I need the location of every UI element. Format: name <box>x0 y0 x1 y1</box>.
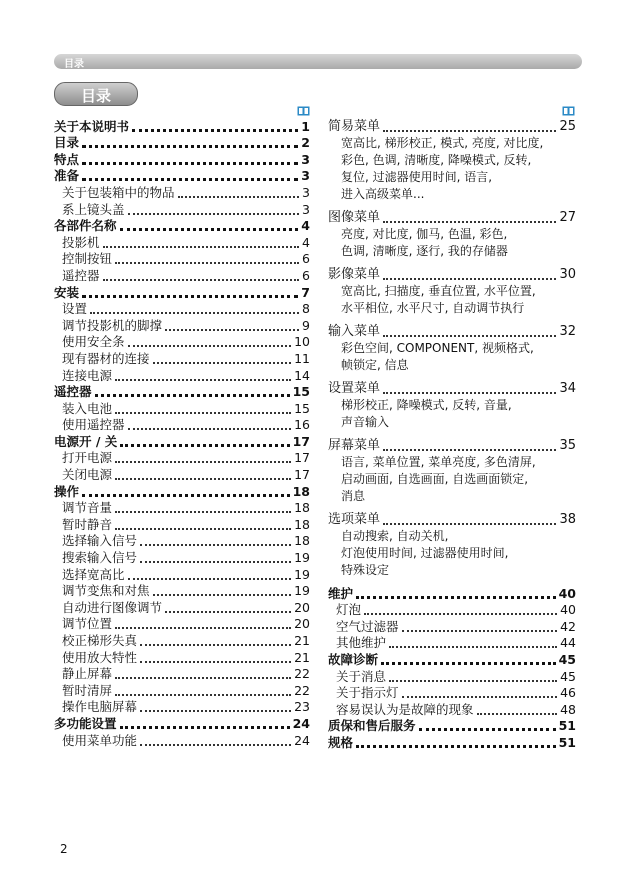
menu-group <box>328 118 576 203</box>
page-number: 2 <box>60 842 68 856</box>
toc-entry-page: 20 <box>294 616 310 632</box>
dot-leader <box>383 215 556 223</box>
toc-entry-page: 6 <box>302 267 310 283</box>
toc-entry-page: 19 <box>294 583 310 599</box>
dot-leader <box>120 720 290 729</box>
book-icon <box>297 106 310 116</box>
toc-entry[interactable] <box>54 616 310 633</box>
toc-entry-page: 22 <box>294 682 310 698</box>
toc-entry-title: 空气过滤器 <box>336 618 399 634</box>
toc-entry-page: 18 <box>294 516 310 532</box>
toc-entry-title: 关于消息 <box>336 668 387 684</box>
dot-leader <box>165 323 299 331</box>
toc-entry[interactable] <box>328 323 576 340</box>
toc-entry-title: 暂时静音 <box>62 516 113 532</box>
toc-right-column <box>328 118 576 751</box>
toc-entry-title: 特点 <box>54 151 80 167</box>
toc-entry[interactable] <box>54 583 310 600</box>
dot-leader <box>82 139 298 148</box>
toc-entry-page: 3 <box>301 151 310 167</box>
toc-entry-page: 18 <box>294 533 310 549</box>
book-icon <box>562 106 575 116</box>
toc-entry[interactable] <box>54 218 310 235</box>
toc-entry[interactable] <box>54 267 310 284</box>
toc-entry[interactable] <box>54 334 310 351</box>
toc-entry-page: 2 <box>301 135 310 151</box>
toc-entry-page: 21 <box>294 633 310 648</box>
menu-group <box>328 380 576 431</box>
toc-entry[interactable] <box>54 317 310 334</box>
dot-leader <box>128 207 300 215</box>
toc-entry-title: 灯泡 <box>336 602 362 618</box>
toc-entry-page: 19 <box>294 566 310 582</box>
dot-leader <box>115 671 291 679</box>
toc-entry[interactable] <box>54 184 310 201</box>
toc-entry-title: 操作电脑屏幕 <box>62 699 138 715</box>
menu-group <box>328 437 576 505</box>
dot-leader <box>383 386 556 394</box>
dot-leader <box>383 329 556 337</box>
dot-leader <box>140 638 291 646</box>
toc-entry-page: 4 <box>301 218 310 234</box>
menu-title: 输入菜单 <box>328 324 381 339</box>
toc-entry-title: 准备 <box>54 168 80 184</box>
toc-entry[interactable] <box>54 699 310 716</box>
toc-entry-page: 45 <box>560 668 576 684</box>
toc-entry[interactable] <box>328 718 576 735</box>
toc-entry[interactable] <box>328 585 576 602</box>
toc-entry-title: 关于本说明书 <box>54 118 130 134</box>
toc-entry-page: 18 <box>294 500 310 516</box>
toc-entry-title: 暂时清屏 <box>62 682 113 698</box>
menu-description <box>328 528 576 579</box>
menu-description-line: 复位, 过滤器使用时间, 语言, <box>341 170 493 184</box>
dot-leader <box>115 505 291 513</box>
toc-entry-title: 电源开 / 关 <box>54 433 118 449</box>
toc-entry[interactable] <box>54 682 310 699</box>
toc-entry-page: 3 <box>302 184 310 200</box>
toc-entry-title: 控制按钮 <box>62 251 113 267</box>
toc-entry-page: 11 <box>294 350 310 366</box>
menu-group <box>328 323 576 374</box>
dot-leader <box>120 222 299 231</box>
toc-entry-title: 静止屏幕 <box>62 666 113 682</box>
toc-entry-page: 19 <box>294 550 310 566</box>
toc-entry-title: 多功能设置 <box>54 715 117 731</box>
menu-description <box>328 226 576 260</box>
toc-entry-page: 32 <box>559 324 576 339</box>
menu-description <box>328 340 576 374</box>
toc-entry-title: 使用菜单功能 <box>62 732 138 748</box>
toc-entry[interactable] <box>328 266 576 283</box>
toc-entry[interactable] <box>54 649 310 666</box>
toc-entry-page: 15 <box>292 384 310 400</box>
toc-entry[interactable] <box>54 384 310 401</box>
toc-entry-title: 调节位置 <box>62 616 113 632</box>
menu-description-line: 宽高比, 梯形校正, 模式, 亮度, 对比度, <box>341 136 544 150</box>
toc-entry[interactable] <box>328 618 576 635</box>
toc-entry-title: 选择宽高比 <box>62 566 125 582</box>
dot-leader <box>103 273 300 281</box>
toc-entry-title: 调节音量 <box>62 500 113 516</box>
dot-leader <box>95 388 290 397</box>
toc-entry[interactable] <box>54 151 310 168</box>
dot-leader <box>402 690 558 698</box>
toc-entry-title: 投影机 <box>62 234 100 250</box>
toc-entry-title: 自动进行图像调节 <box>62 599 163 615</box>
menu-title: 图像菜单 <box>328 210 381 225</box>
dot-leader <box>356 590 556 599</box>
menu-group <box>328 209 576 260</box>
menu-description <box>328 397 576 431</box>
dot-leader <box>389 640 557 648</box>
toc-entry[interactable] <box>54 234 310 251</box>
toc-entry[interactable] <box>328 651 576 668</box>
toc-left-column <box>54 118 310 749</box>
toc-entry[interactable] <box>54 433 310 450</box>
toc-entry-title: 质保和售后服务 <box>328 718 416 734</box>
toc-entry[interactable] <box>328 209 576 226</box>
dot-leader <box>132 123 298 132</box>
toc-entry-page: 38 <box>559 512 576 527</box>
toc-entry-title: 其他维护 <box>336 635 387 651</box>
dot-leader <box>120 438 289 447</box>
toc-entry[interactable] <box>54 350 310 367</box>
dot-leader <box>383 517 556 525</box>
toc-entry[interactable] <box>54 566 310 583</box>
menu-description-line: 特殊设定 <box>341 563 390 577</box>
toc-entry[interactable] <box>54 135 310 152</box>
toc-entry[interactable] <box>54 168 310 185</box>
menu-description-line: 声音输入 <box>341 415 390 429</box>
dot-leader <box>364 607 557 615</box>
toc-entry[interactable] <box>328 511 576 528</box>
toc-entry[interactable] <box>328 685 576 702</box>
toc-entry[interactable] <box>54 284 310 301</box>
menu-title: 选项菜单 <box>328 512 381 527</box>
menu-description-line: 灯泡使用时间, 过滤器使用时间, <box>341 546 509 560</box>
menu-description-line: 亮度, 对比度, 伽马, 色温, 彩色, <box>341 227 508 241</box>
toc-entry[interactable] <box>328 437 576 454</box>
menu-group <box>328 266 576 317</box>
dot-leader <box>128 572 292 580</box>
toc-entry[interactable] <box>54 450 310 467</box>
toc-entry-title: 选择输入信号 <box>62 533 138 549</box>
toc-entry-page: 24 <box>294 732 310 748</box>
dot-leader <box>165 605 291 613</box>
menu-title: 简易菜单 <box>328 119 381 134</box>
menu-description-line: 水平相位, 水平尺寸, 自动调节执行 <box>341 301 525 315</box>
toc-entry-title: 目录 <box>54 135 80 151</box>
toc-entry-page: 3 <box>301 168 310 184</box>
header-label: 目录 <box>64 59 84 70</box>
menu-description-line: 彩色, 色调, 清晰度, 降噪模式, 反转, <box>341 153 532 167</box>
toc-entry-title: 搜索输入信号 <box>62 550 138 566</box>
dot-leader <box>153 588 292 596</box>
menu-description-line: 宽高比, 扫描度, 垂直位置, 水平位置, <box>341 284 536 298</box>
toc-entry-page: 27 <box>559 210 576 225</box>
toc-entry[interactable] <box>328 602 576 619</box>
toc-entry-title: 故障诊断 <box>328 651 379 667</box>
toc-entry-title: 装入电池 <box>62 400 113 416</box>
toc-entry[interactable] <box>54 599 310 616</box>
dot-leader <box>115 621 291 629</box>
toc-entry[interactable] <box>328 118 576 135</box>
toc-entry-page: 7 <box>301 284 310 300</box>
menu-description-line: 启动画面, 自选画面, 自选画面锁定, <box>341 472 529 486</box>
toc-entry-page: 3 <box>302 201 310 217</box>
toc-entry-title: 使用放大特性 <box>62 649 138 665</box>
toc-entry-page: 20 <box>294 599 310 615</box>
dot-leader <box>389 674 557 682</box>
toc-entry-page: 14 <box>294 367 310 383</box>
toc-entry-title: 校正梯形失真 <box>62 633 138 648</box>
toc-entry-page: 18 <box>292 483 310 499</box>
dot-leader <box>383 443 556 451</box>
toc-entry-page: 23 <box>294 699 310 715</box>
menu-description-line: 梯形校正, 降噪模式, 反转, 音量, <box>341 398 512 412</box>
menu-group <box>328 511 576 579</box>
toc-entry-page: 10 <box>294 334 310 350</box>
toc-entry-page: 40 <box>560 602 576 618</box>
toc-entry[interactable] <box>54 500 310 517</box>
toc-entry-title: 使用遥控器 <box>62 417 125 433</box>
toc-entry-title: 系上镜头盖 <box>62 201 125 217</box>
dot-leader <box>356 739 556 748</box>
dot-leader <box>82 156 298 165</box>
toc-entry[interactable] <box>54 417 310 434</box>
toc-entry-page: 24 <box>292 715 310 731</box>
dot-leader <box>419 722 556 731</box>
toc-entry-title: 关于指示灯 <box>336 685 399 701</box>
dot-leader <box>128 339 292 347</box>
toc-entry[interactable] <box>54 367 310 384</box>
dot-leader <box>178 190 300 198</box>
toc-entry-page: 21 <box>294 649 310 665</box>
toc-entry-title: 维护 <box>328 585 354 601</box>
toc-entry[interactable] <box>328 668 576 685</box>
dot-leader <box>103 240 300 248</box>
toc-entry-page: 30 <box>559 267 576 282</box>
dot-leader <box>153 356 292 364</box>
dot-leader <box>115 373 291 381</box>
toc-entry-page: 17 <box>294 467 310 483</box>
toc-entry[interactable] <box>54 533 310 550</box>
toc-entry-title: 使用安全条 <box>62 334 125 350</box>
toc-entry[interactable] <box>54 516 310 533</box>
toc-entry-page: 51 <box>558 718 576 734</box>
toc-entry-title: 关闭电源 <box>62 467 113 483</box>
dot-leader <box>115 455 291 463</box>
dot-leader <box>90 306 299 314</box>
toc-entry-page: 1 <box>301 118 310 134</box>
menu-title: 屏幕菜单 <box>328 438 381 453</box>
toc-entry-page: 4 <box>302 234 310 250</box>
toc-entry-title: 打开电源 <box>62 450 113 466</box>
toc-entry-page: 34 <box>559 381 576 396</box>
toc-entry-title: 连接电源 <box>62 367 113 383</box>
toc-entry-page: 17 <box>294 450 310 466</box>
menu-description-line: 彩色空间, COMPONENT, 视频格式, <box>341 341 534 355</box>
toc-entry-page: 15 <box>294 400 310 416</box>
toc-entry-page: 6 <box>302 251 310 267</box>
dot-leader <box>82 172 298 181</box>
toc-entry-page: 44 <box>560 635 576 651</box>
toc-entry[interactable] <box>54 201 310 218</box>
toc-entry[interactable] <box>54 666 310 683</box>
menu-title: 设置菜单 <box>328 381 381 396</box>
toc-entry-title: 操作 <box>54 483 80 499</box>
menu-description-line: 自动搜索, 自动关机, <box>341 529 449 543</box>
toc-entry[interactable] <box>328 380 576 397</box>
dot-leader <box>477 707 558 715</box>
dot-leader <box>381 656 556 665</box>
dot-leader <box>402 624 558 632</box>
dot-leader <box>383 272 556 280</box>
dot-leader <box>383 124 556 132</box>
toc-entry[interactable] <box>54 466 310 483</box>
menu-description-line: 消息 <box>341 489 366 503</box>
dot-leader <box>115 522 291 530</box>
menu-description-line: 语言, 菜单位置, 菜单亮度, 多色清屏, <box>341 455 536 469</box>
toc-entry-title: 安装 <box>54 284 80 300</box>
toc-entry-page: 35 <box>559 438 576 453</box>
toc-entry-title: 遥控器 <box>62 267 100 283</box>
toc-entry[interactable] <box>328 734 576 751</box>
toc-entry-title: 设置 <box>62 301 88 317</box>
menu-description <box>328 283 576 317</box>
toc-entry-page: 45 <box>558 651 576 667</box>
dot-leader <box>115 472 291 480</box>
toc-entry-title: 规格 <box>328 734 354 750</box>
toc-entry-title: 容易误认为是故障的现象 <box>336 701 474 717</box>
menu-description <box>328 454 576 505</box>
toc-entry-title: 现有器材的连接 <box>62 350 150 366</box>
toc-entry-page: 9 <box>302 317 310 333</box>
toc-entry-page: 17 <box>292 433 310 449</box>
toc-entry-page: 46 <box>560 685 576 701</box>
dot-leader <box>140 538 291 546</box>
dot-leader <box>140 704 291 712</box>
dot-leader <box>140 555 291 563</box>
toc-entry-title: 调节投影机的脚撑 <box>62 317 163 333</box>
toc-entry-title: 遥控器 <box>54 384 92 400</box>
menu-description-line: 进入高级菜单... <box>341 187 425 201</box>
toc-entry-page: 51 <box>558 734 576 750</box>
header-bar <box>54 54 582 69</box>
toc-entry-page: 8 <box>302 301 310 317</box>
dot-leader <box>115 406 291 414</box>
dot-leader <box>128 422 292 430</box>
dot-leader <box>82 289 298 298</box>
toc-entry[interactable] <box>328 635 576 652</box>
toc-entry[interactable] <box>54 732 310 749</box>
toc-entry-title: 调节变焦和对焦 <box>62 583 150 599</box>
dot-leader <box>82 488 290 497</box>
toc-entry-page: 25 <box>559 119 576 134</box>
toc-entry-title: 各部件名称 <box>54 218 117 234</box>
toc-entry[interactable] <box>54 483 310 500</box>
toc-entry[interactable] <box>54 301 310 318</box>
page-title <box>54 82 138 106</box>
toc-entry[interactable] <box>54 715 310 732</box>
toc-entry-title: 关于包装箱中的物品 <box>62 184 175 200</box>
menu-description-line: 帧锁定, 信息 <box>341 358 409 372</box>
toc-entry-page: 42 <box>560 618 576 634</box>
dot-leader <box>140 738 291 746</box>
menu-description <box>328 135 576 203</box>
page-title-text: 目录 <box>80 87 111 105</box>
toc-entry-page: 16 <box>294 417 310 433</box>
toc-entry-page: 22 <box>294 666 310 682</box>
toc-entry-page: 48 <box>560 701 576 717</box>
menu-description-line: 色调, 清晰度, 逐行, 我的存储器 <box>341 244 508 258</box>
toc-entry[interactable] <box>54 549 310 566</box>
dot-leader <box>115 688 291 696</box>
toc-entry[interactable] <box>328 701 576 718</box>
toc-entry-page: 40 <box>558 585 576 601</box>
toc-entry[interactable] <box>54 251 310 268</box>
toc-entry[interactable] <box>54 118 310 135</box>
toc-entry[interactable] <box>54 632 310 649</box>
dot-leader <box>115 256 299 264</box>
menu-title: 影像菜单 <box>328 267 381 282</box>
dot-leader <box>140 655 291 663</box>
toc-entry[interactable] <box>54 400 310 417</box>
